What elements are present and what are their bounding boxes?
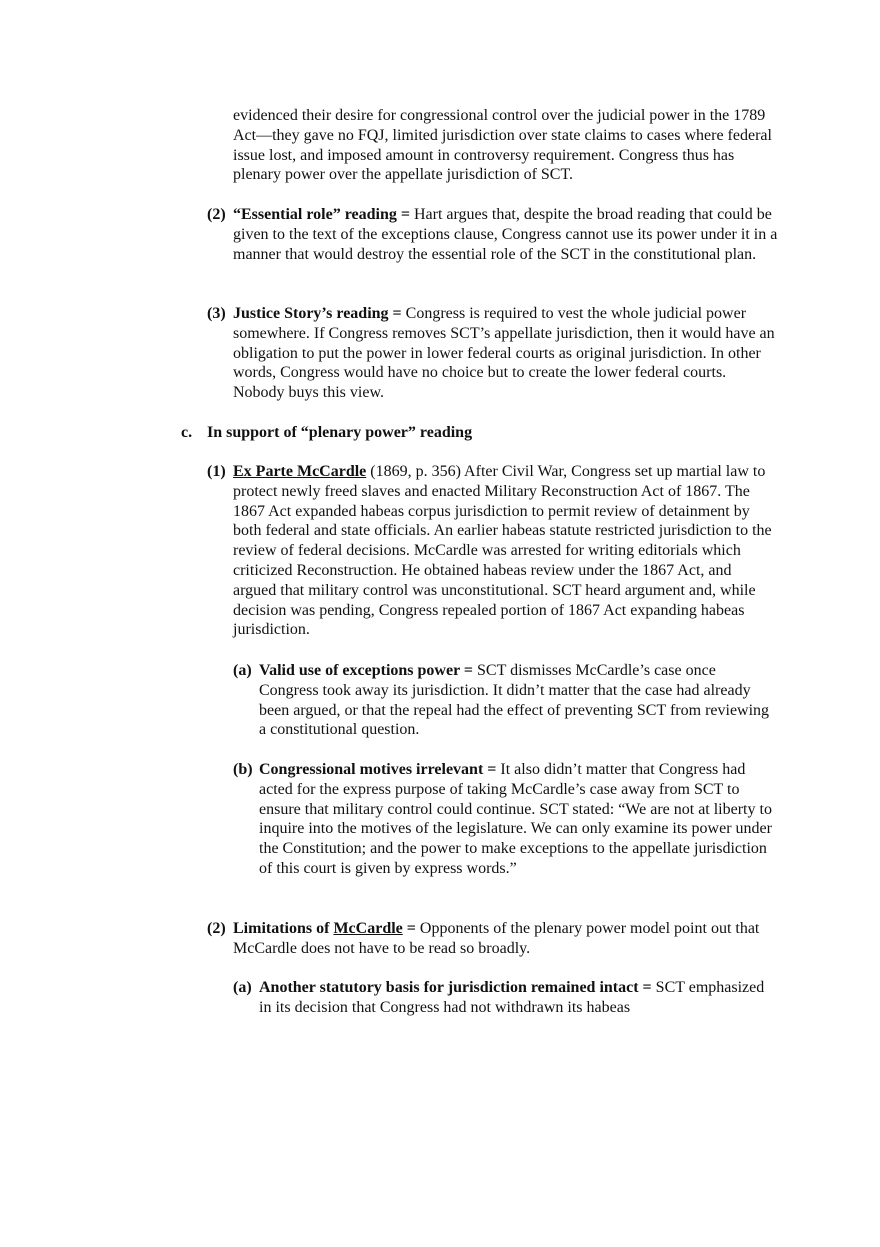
- item-text: Hart argues that, despite the broad reading that could be given to the text of the exceptions clause, Congress cannot use its power under it in a manner that would destroy the essential role of the SCT in the constitutional plan.: [233, 206, 778, 263]
- subitem-heading: Congressional motives irrelevant =: [259, 761, 497, 778]
- item-number: (2): [207, 206, 226, 223]
- subitem-letter: (a): [233, 662, 252, 679]
- item-heading-tail: =: [402, 920, 416, 937]
- item-limitations: [207, 919, 778, 959]
- subitem-valid-use: [233, 661, 779, 740]
- section-title: In support of “plenary power” reading: [207, 424, 473, 441]
- subitem-letter: (a): [233, 979, 252, 996]
- subitem-heading: Valid use of exceptions power =: [259, 662, 474, 679]
- item-number: (1): [207, 463, 226, 480]
- item-number: (2): [207, 920, 226, 937]
- subitem-letter: (b): [233, 761, 253, 778]
- item-heading: Limitations of: [233, 920, 334, 937]
- subitem-heading: Another statutory basis for jurisdiction remained intact =: [259, 979, 652, 996]
- item-number: (3): [207, 305, 226, 322]
- item-heading: Justice Story’s reading =: [233, 305, 402, 322]
- item-text: Opponents of the plenary power model point out that McCardle does not have to be read so broadly.: [233, 920, 760, 957]
- item-ex-parte-mccardle: [207, 462, 778, 640]
- continuation-paragraph: [233, 106, 778, 185]
- case-name: Ex Parte McCardle: [233, 463, 367, 480]
- section-c-heading: [181, 423, 777, 443]
- item-text: Congress is required to vest the whole judicial power somewhere. If Congress removes SCT’s appellate jurisdiction, then it would have an obligation to put the power in lower federal courts as original jurisdiction. In other words, Congress would have no choice but to create the lower federal courts. Nobody buys this view.: [233, 305, 775, 402]
- subitem-text: SCT dismisses McCardle’s case once Congress took away its jurisdiction. It didn’t matter that the case had already been argued, or that the repeal had the effect of preventing SCT from reviewing a constitutional question.: [259, 662, 770, 739]
- subitem-text: It also didn’t matter that Congress had acted for the express purpose of taking McCardle’s case away from SCT to ensure that military control could continue. SCT stated: “We are not at liberty to inquire into the motives of the legislature. We can only examine its power under the Constitution; and the power to make exceptions to the appellate jurisdiction of this court is given by express words.”: [259, 761, 772, 877]
- section-letter: c.: [181, 424, 193, 441]
- continuation-text: evidenced their desire for congressional control over the judicial power in the 1789 Act—they gave no FQJ, limited jurisdiction over state claims to cases where federal issue lost, and imposed amount in controversy requirement. Congress thus has plenary power over the appellate jurisdiction of SCT.: [233, 107, 772, 184]
- subitem-motives-irrelevant: [233, 760, 779, 879]
- subitem-text: SCT emphasized in its decision that Congress had not withdrawn its habeas: [259, 979, 765, 1016]
- item-heading: “Essential role” reading =: [233, 206, 410, 223]
- case-name: McCardle: [333, 920, 403, 937]
- item-essential-role: [207, 205, 778, 264]
- item-text: (1869, p. 356) After Civil War, Congress set up martial law to protect newly freed slaves and enacted Military Reconstruction Act of 1867. The 1867 Act expanded habeas corpus jurisdiction to permit review of detainment by both federal and state officials. An earlier habeas statute restricted jurisdiction to the review of federal decisions. McCardle was arrested for writing editorials which criticized Reconstruction. He obtained habeas review under the 1867 Act, and argued that military control was unconstitutional. SCT heard argument and, while decision was pending, Congress repealed portion of 1867 Act expanding habeas jurisdiction.: [233, 463, 772, 639]
- subitem-another-basis: [233, 978, 779, 1018]
- item-justice-story: [207, 304, 778, 403]
